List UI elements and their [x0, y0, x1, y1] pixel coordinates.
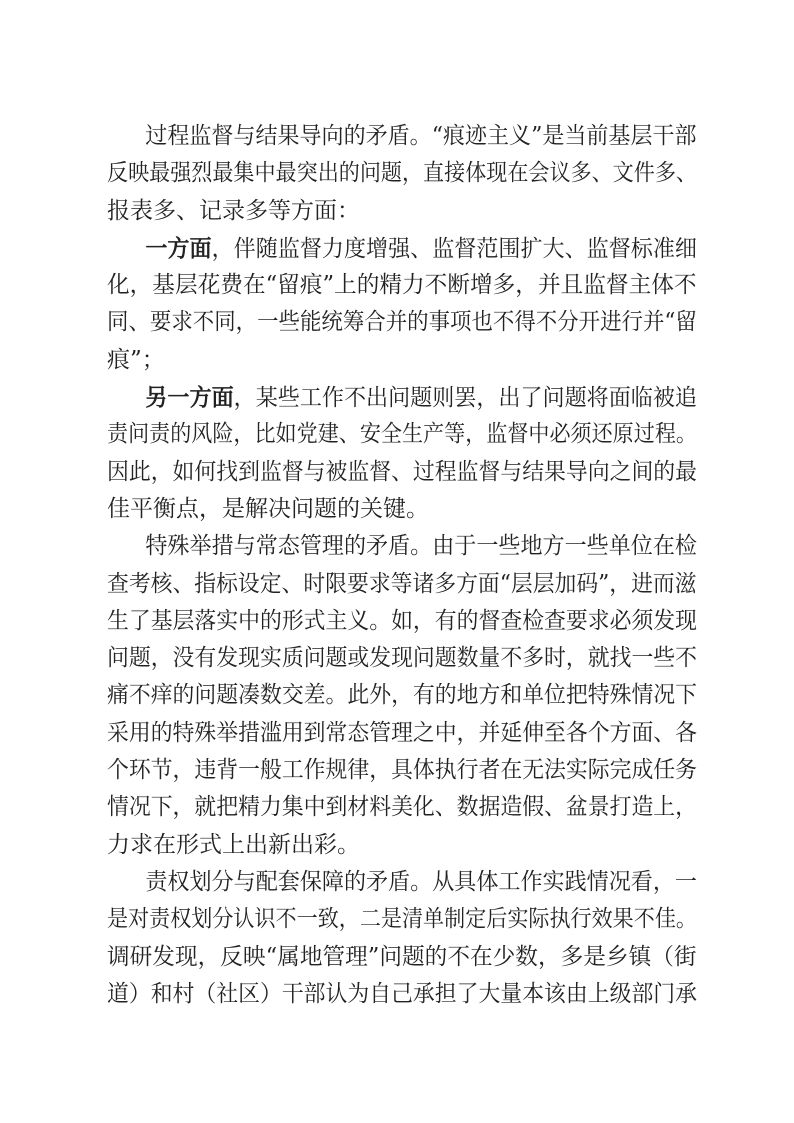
line-text: 反映最强烈最集中最突出的问题，直接体现在会议多、文件多、	[107, 160, 697, 187]
text-line	[107, 454, 698, 491]
line-text: ，某些工作不出问题则罢，出了问题将面临被追	[233, 385, 697, 412]
text-line	[107, 976, 698, 1013]
line-text: 采用的特殊举措滥用到常态管理之中，并延伸至各个方面、各	[107, 719, 698, 746]
line-text: 情况下，就把精力集中到材料美化、数据造假、盆景打造上，	[107, 794, 698, 821]
text-line	[107, 827, 697, 864]
line-text: 责权划分与配套保障的矛盾。从具体工作实践情况看，一	[145, 868, 697, 895]
text-line	[107, 603, 698, 640]
line-text: 问题，没有发现实质问题或发现问题数量不多时，就找一些不	[107, 645, 698, 672]
text-line	[107, 640, 698, 677]
text-line	[107, 416, 697, 453]
line-text: 是对责权划分认识不一致，二是清单制定后实际执行效果不佳。	[107, 906, 697, 933]
line-text: 道）和村（社区）干部认为自己承担了大量本该由上级部门承	[107, 980, 698, 1007]
line-text: 报表多、记录多等方面：	[107, 197, 360, 224]
line-text: 痕”；	[107, 346, 165, 373]
text-line	[107, 864, 697, 901]
text-line	[107, 789, 698, 826]
text-line	[107, 342, 697, 379]
line-text: 个环节，违背一般工作规律，具体执行者在无法实际完成任务	[107, 757, 698, 784]
text-line	[107, 267, 697, 304]
line-text: 因此，如何找到监督与被监督、过程监督与结果导向之间的最	[107, 458, 698, 485]
text-line	[107, 118, 697, 155]
line-text: 力求在形式上出新出彩。	[107, 831, 360, 858]
line-text: 调研发现，反映“属地管理”问题的不在少数，多是乡镇（街	[107, 943, 697, 970]
document-body	[107, 118, 697, 1013]
line-text: 责问责的风险，比如党建、安全生产等，监督中必须还原过程。	[107, 421, 697, 448]
text-line	[107, 752, 698, 789]
line-text: 痛不痒的问题凑数交差。此外，有的地方和单位把特殊情况下	[107, 682, 698, 709]
line-text: 同、要求不同，一些能统筹合并的事项也不得不分开进行并“留	[107, 309, 697, 336]
text-line	[107, 715, 698, 752]
line-text: ，伴随监督力度增强、监督范围扩大、监督标准细	[211, 235, 697, 262]
text-line	[107, 901, 697, 938]
line-text: 生了基层落实中的形式主义。如，有的督查检查要求必须发现	[107, 607, 698, 634]
lead-phrase: 一方面	[145, 234, 212, 262]
text-line	[107, 193, 697, 230]
line-text: 化，基层花费在“留痕”上的精力不断增多，并且监督主体不	[107, 272, 697, 299]
text-line	[107, 230, 697, 267]
text-line	[107, 304, 697, 341]
lead-phrase: 另一方面	[145, 384, 234, 412]
text-line	[107, 379, 697, 416]
line-text: 过程监督与结果导向的矛盾。“痕迹主义”是当前基层干部	[145, 123, 697, 149]
text-line	[107, 491, 697, 528]
text-line	[107, 677, 698, 714]
text-line	[107, 528, 697, 565]
text-line	[107, 155, 697, 192]
line-text: 佳平衡点，是解决问题的关键。	[107, 495, 429, 522]
text-line	[107, 939, 697, 976]
line-text: 查考核、指标设定、时限要求等诸多方面“层层加码”，进而滋	[107, 570, 697, 597]
text-line	[107, 566, 697, 603]
line-text: 特殊举措与常态管理的矛盾。由于一些地方一些单位在检	[145, 533, 697, 560]
